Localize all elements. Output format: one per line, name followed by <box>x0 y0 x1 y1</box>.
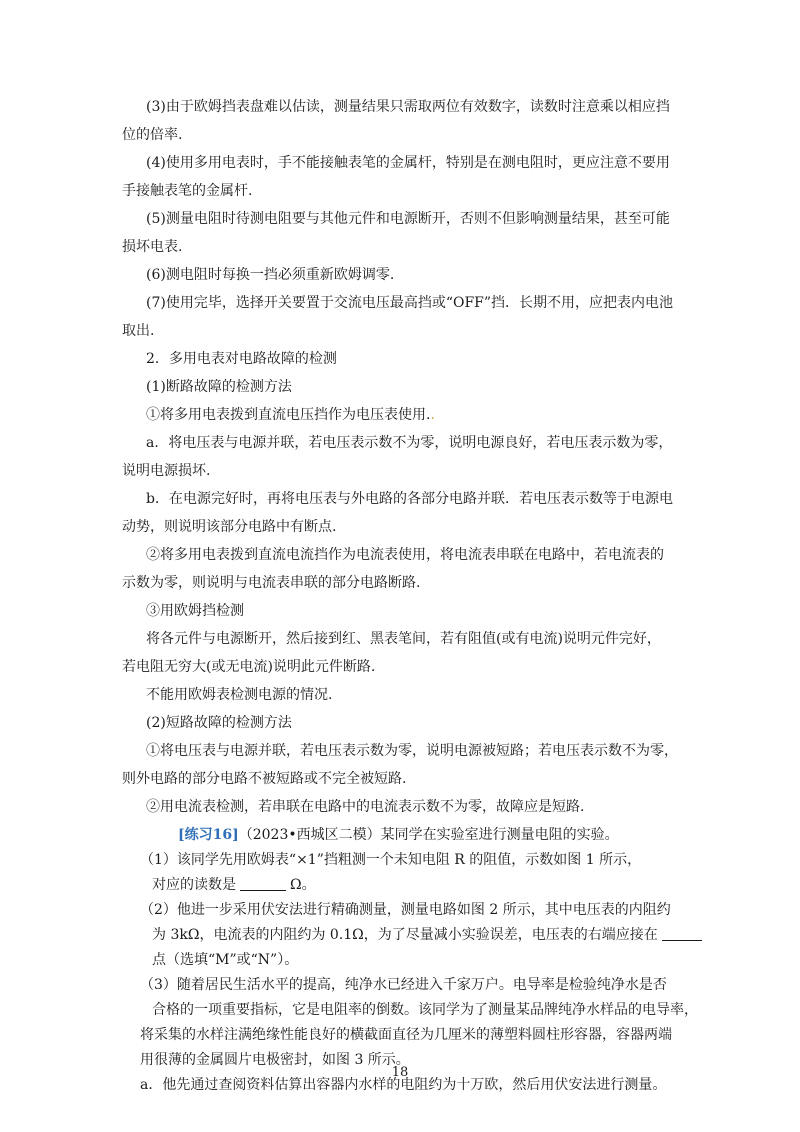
text-line: 说明电源损坏. <box>122 463 211 479</box>
exercise-source: （2023•西城区二模）某同学在实验室进行测量电阻的实验。 <box>238 827 619 843</box>
text-line: 动势，则说明该部分电路中有断点. <box>122 519 337 535</box>
text-span: Ω。 <box>290 877 316 893</box>
page-number: 18 <box>391 1065 409 1080</box>
question-line: 用很薄的金属圆片电极密封，如图 3 所示。 <box>140 1052 410 1068</box>
mark-dot-icon: . <box>430 407 435 423</box>
section-heading: 2．多用电表对电路故障的检测 <box>146 351 337 367</box>
exercise-header <box>0 825 800 845</box>
text-line: 不能用欧姆表检测电源的情况. <box>146 687 333 703</box>
question-line: （1）该同学先用欧姆表“×1”挡粗测一个未知电阻 R 的阻值，示数如图 1 所示， <box>140 852 642 868</box>
text-line <box>0 405 800 425</box>
exercise-tag: [练习16] <box>178 827 239 843</box>
answer-blank[interactable] <box>662 926 702 941</box>
text-line: 示数为零，则说明与电流表串联的部分电路断路. <box>122 575 421 591</box>
text-line: 将各元件与电源断开，然后接到红、黑表笔间，若有阻值(或有电流)说明元件完好， <box>146 631 661 647</box>
question-line: （3）随着居民生活水平的提高，纯净水已经进入千家万户。电导率是检验纯净水是否 <box>140 977 667 993</box>
text-line: 取出. <box>122 323 155 339</box>
question-line: （2）他进一步采用伏安法进行精确测量，测量电路如图 2 所示，其中电压表的内阻约 <box>140 902 671 918</box>
text-line: a．将电压表与电源并联，若电压表示数不为零，说明电源良好，若电压表示数为零， <box>146 435 673 451</box>
text-line: 损坏电表. <box>122 239 183 255</box>
text-line: 若电阻无穷大(或无电流)说明此元件断路. <box>122 659 376 675</box>
subsection-heading: (2)短路故障的检测方法 <box>146 715 292 731</box>
text-line: ③用欧姆挡检测 <box>146 603 244 619</box>
question-line: 点（选填“M”或“N”）。 <box>152 952 299 968</box>
text-line: 手接触表笔的金属杆. <box>122 183 253 199</box>
question-line: a．他先通过查阅资料估算出容器内水样的电阻约为十万欧，然后用伏安法进行测量。 <box>140 1077 667 1093</box>
text-line: b．在电源完好时，再将电压表与外电路的各部分电路并联．若电压表示数等于电源电 <box>146 491 673 507</box>
text-line: ②用电流表检测，若串联在电路中的电流表示数不为零，故障应是短路. <box>146 799 585 815</box>
text-span: 为 3kΩ，电流表的内阻约为 0.1Ω，为了尽量减小实验误差，电压表的右端应接在 <box>152 927 658 943</box>
answer-blank[interactable] <box>240 876 286 891</box>
question-line <box>0 875 800 895</box>
text-span: 对应的读数是 <box>152 877 236 893</box>
question-line <box>0 925 800 945</box>
text-line: 则外电路的部分电路不被短路或不完全被短路. <box>122 771 407 787</box>
question-line: 合格的一项重要指标，它是电阻率的倒数。该同学为了测量某品牌纯净水样品的电导率， <box>152 1002 698 1018</box>
text-line: (6)测电阻时每换一挡必须重新欧姆调零. <box>146 267 395 283</box>
text-line: ②将多用电表拨到直流电流挡作为电流表使用，将电流表串联在电路中，若电流表的 <box>146 547 664 563</box>
text-line: (3)由于欧姆挡表盘难以估读，测量结果只需取两位有效数字，读数时注意乘以相应挡 <box>146 99 670 115</box>
text-line: (4)使用多用电表时，手不能接触表笔的金属杆，特别是在测电阻时，更应注意不要用 <box>146 155 670 171</box>
text-line: (7)使用完毕，选择开关要置于交流电压最高挡或“OFF”挡．长期不用，应把表内电池 <box>146 295 674 311</box>
text-span: ①将多用电表拨到直流电压挡作为电压表使用. <box>146 407 431 423</box>
subsection-heading: (1)断路故障的检测方法 <box>146 379 292 395</box>
text-line: 位的倍率. <box>122 127 183 143</box>
text-line: (5)测量电阻时待测电阻要与其他元件和电源断开，否则不但影响测量结果，甚至可能 <box>146 211 670 227</box>
question-line: 将采集的水样注满绝缘性能良好的横截面直径为几厘米的薄塑料圆柱形容器，容器两端 <box>140 1027 672 1043</box>
text-line: ①将电压表与电源并联，若电压表示数为零，说明电源被短路；若电压表示数不为零， <box>146 743 678 759</box>
